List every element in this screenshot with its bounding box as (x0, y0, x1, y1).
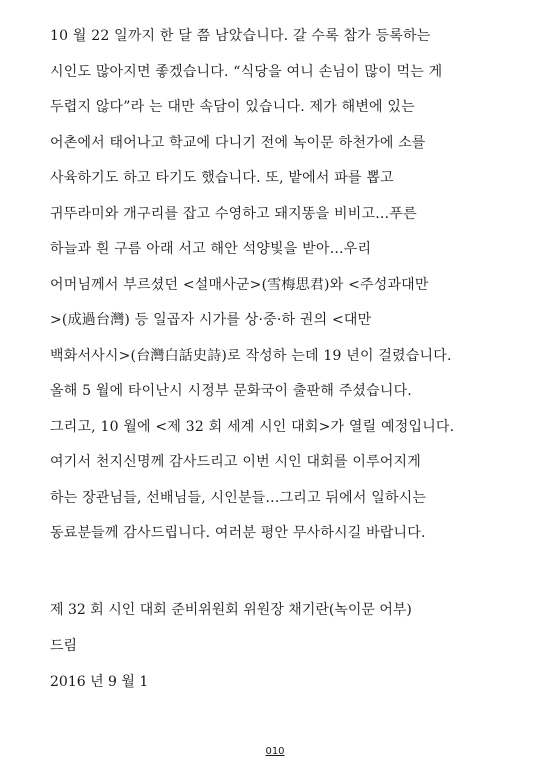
signature-line: 제 32 회 시인 대회 준비위원회 위원장 채기란(녹이문 어부) (50, 602, 412, 618)
body-line-7: 하늘과 흰 구름 아래 서고 해안 석양빛을 받아…우리 (50, 241, 372, 257)
page-number: 010 (265, 746, 285, 757)
body-line-15: 동료분들께 감사드립니다. 여러분 평안 무사하시길 바랍니다. (50, 525, 426, 541)
body-line-13: 여기서 천지신명께 감사드리고 이번 시인 대회를 이루어지게 (50, 454, 421, 470)
body-line-9: >(成過台灣) 등 일곱자 시가를 상·중·하 권의 <대만 (50, 312, 372, 328)
body-line-12: 그리고, 10 월에 <제 32 회 세계 시인 대회>가 열릴 예정입니다. (50, 418, 455, 435)
letter-closing (50, 596, 510, 704)
letter-body (50, 22, 510, 555)
body-line-10: 백화서사시>(台灣白話史詩)로 작성하 는데 19 년이 걸렸습니다. (50, 347, 452, 364)
letter-date: 2016 년 9 월 1 (50, 674, 149, 690)
body-line-1: 10 월 22 일까지 한 달 쯤 남았습니다. 갈 수록 참가 등록하는 (50, 28, 431, 44)
body-line-2: 시인도 많아지면 좋겠습니다. “식당을 여니 손님이 많이 먹는 게 (50, 63, 443, 80)
body-line-3: 두렵지 않다”라 는 대만 속담이 있습니다. 제가 해변에 있는 (50, 99, 415, 115)
body-line-14: 하는 장관님들, 선배님들, 시인분들…그리고 뒤에서 일하시는 (50, 489, 427, 506)
closing-word: 드림 (50, 638, 78, 654)
body-line-5: 사육하기도 하고 타기도 했습니다. 또, 밭에서 파를 뽑고 (50, 170, 394, 186)
body-line-6: 귀뚜라미와 개구리를 잡고 수영하고 돼지똥을 비비고…푸른 (50, 205, 417, 222)
body-line-4: 어촌에서 태어나고 학교에 다니기 전에 녹이문 하천가에 소를 (50, 134, 426, 151)
body-line-11: 올해 5 월에 타이난시 시정부 문화국이 출판해 주셨습니다. (50, 383, 412, 399)
body-line-8: 어머님께서 부르셨던 <설매사군>(雪梅思君)와 <주성과대만 (50, 276, 429, 293)
